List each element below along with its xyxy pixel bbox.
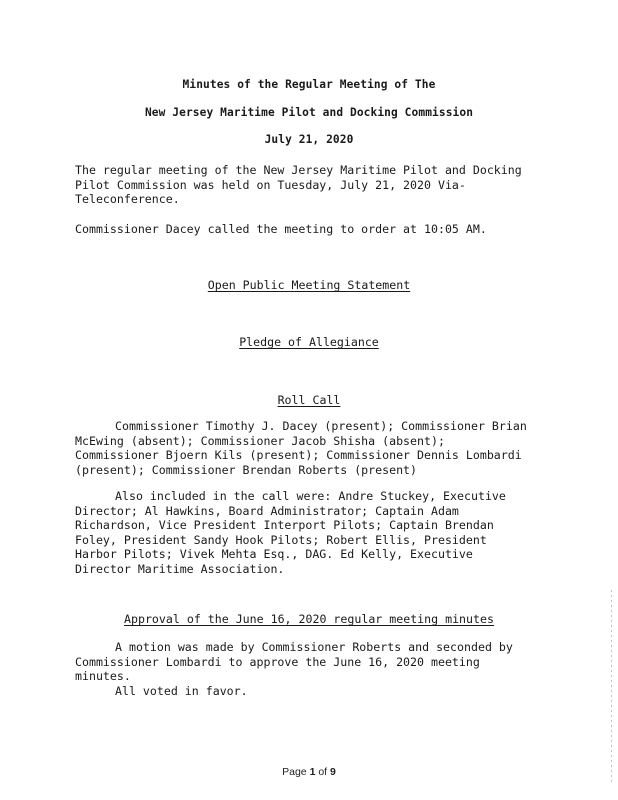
section-approval-minutes: Approval of the June 16, 2020 regular meeting minutes bbox=[124, 612, 494, 626]
also-included-line: Also included in the call were: Andre Stuckey, Executive bbox=[115, 489, 506, 503]
roll-call-line: Commissioner Bjoern Kils (present); Commissioner Dennis Lombardi bbox=[75, 448, 522, 462]
also-included-line: Director; Al Hawkins, Board Administrator; Captain Adam bbox=[75, 503, 459, 518]
roll-call-line: (present); Commissioner Brendan Roberts (present) bbox=[75, 462, 418, 477]
current-page: 1 bbox=[309, 766, 316, 778]
page-label: Page bbox=[282, 766, 310, 778]
page-of: of bbox=[315, 766, 331, 778]
roll-call-line: McEwing (absent); Commissioner Jacob Shisha (absent); bbox=[75, 433, 445, 448]
motion-line: A motion was made by Commissioner Roberts and seconded by bbox=[115, 640, 513, 654]
title-line-1: Minutes of the Regular Meeting of The bbox=[182, 78, 436, 91]
meeting-date: July 21, 2020 bbox=[264, 133, 354, 146]
intro-paragraph bbox=[75, 163, 522, 207]
also-included-line: Foley, President Sandy Hook Pilots; Robert Ellis, President bbox=[75, 532, 487, 547]
page-number-footer bbox=[0, 766, 618, 778]
intro-line: Teleconference. bbox=[75, 192, 180, 206]
also-included-line: Richardson, Vice President Interport Pilots; Captain Brendan bbox=[75, 518, 494, 532]
intro-line: The regular meeting of the New Jersey Maritime Pilot and Docking bbox=[75, 163, 522, 177]
also-included-line: Director Maritime Association. bbox=[75, 561, 285, 576]
section-pledge: Pledge of Allegiance bbox=[239, 335, 379, 349]
also-included-line: Harbor Pilots; Vivek Mehta Esq., DAG. Ed Kelly, Executive bbox=[75, 547, 473, 561]
roll-call-line: Commissioner Timothy J. Dacey (present); Commissioner Brian bbox=[115, 419, 527, 433]
intro-line: Pilot Commission was held on Tuesday, July 21, 2020 Via- bbox=[75, 177, 466, 192]
also-included-paragraph bbox=[75, 489, 506, 576]
title-line-2: New Jersey Maritime Pilot and Docking Commission bbox=[144, 106, 474, 119]
motion-paragraph bbox=[75, 640, 513, 698]
motion-line: All voted in favor. bbox=[115, 683, 248, 698]
section-open-public-meeting: Open Public Meeting Statement bbox=[207, 278, 411, 292]
motion-line: minutes. bbox=[75, 669, 131, 683]
call-to-order: Commissioner Dacey called the meeting to order at 10:05 AM. bbox=[75, 222, 487, 236]
roll-call-paragraph bbox=[75, 419, 527, 477]
total-pages: 9 bbox=[330, 766, 336, 778]
scan-edge-mark bbox=[611, 590, 612, 785]
motion-line: Commissioner Lombardi to approve the June 16, 2020 meeting bbox=[75, 654, 480, 669]
section-roll-call: Roll Call bbox=[277, 393, 341, 407]
